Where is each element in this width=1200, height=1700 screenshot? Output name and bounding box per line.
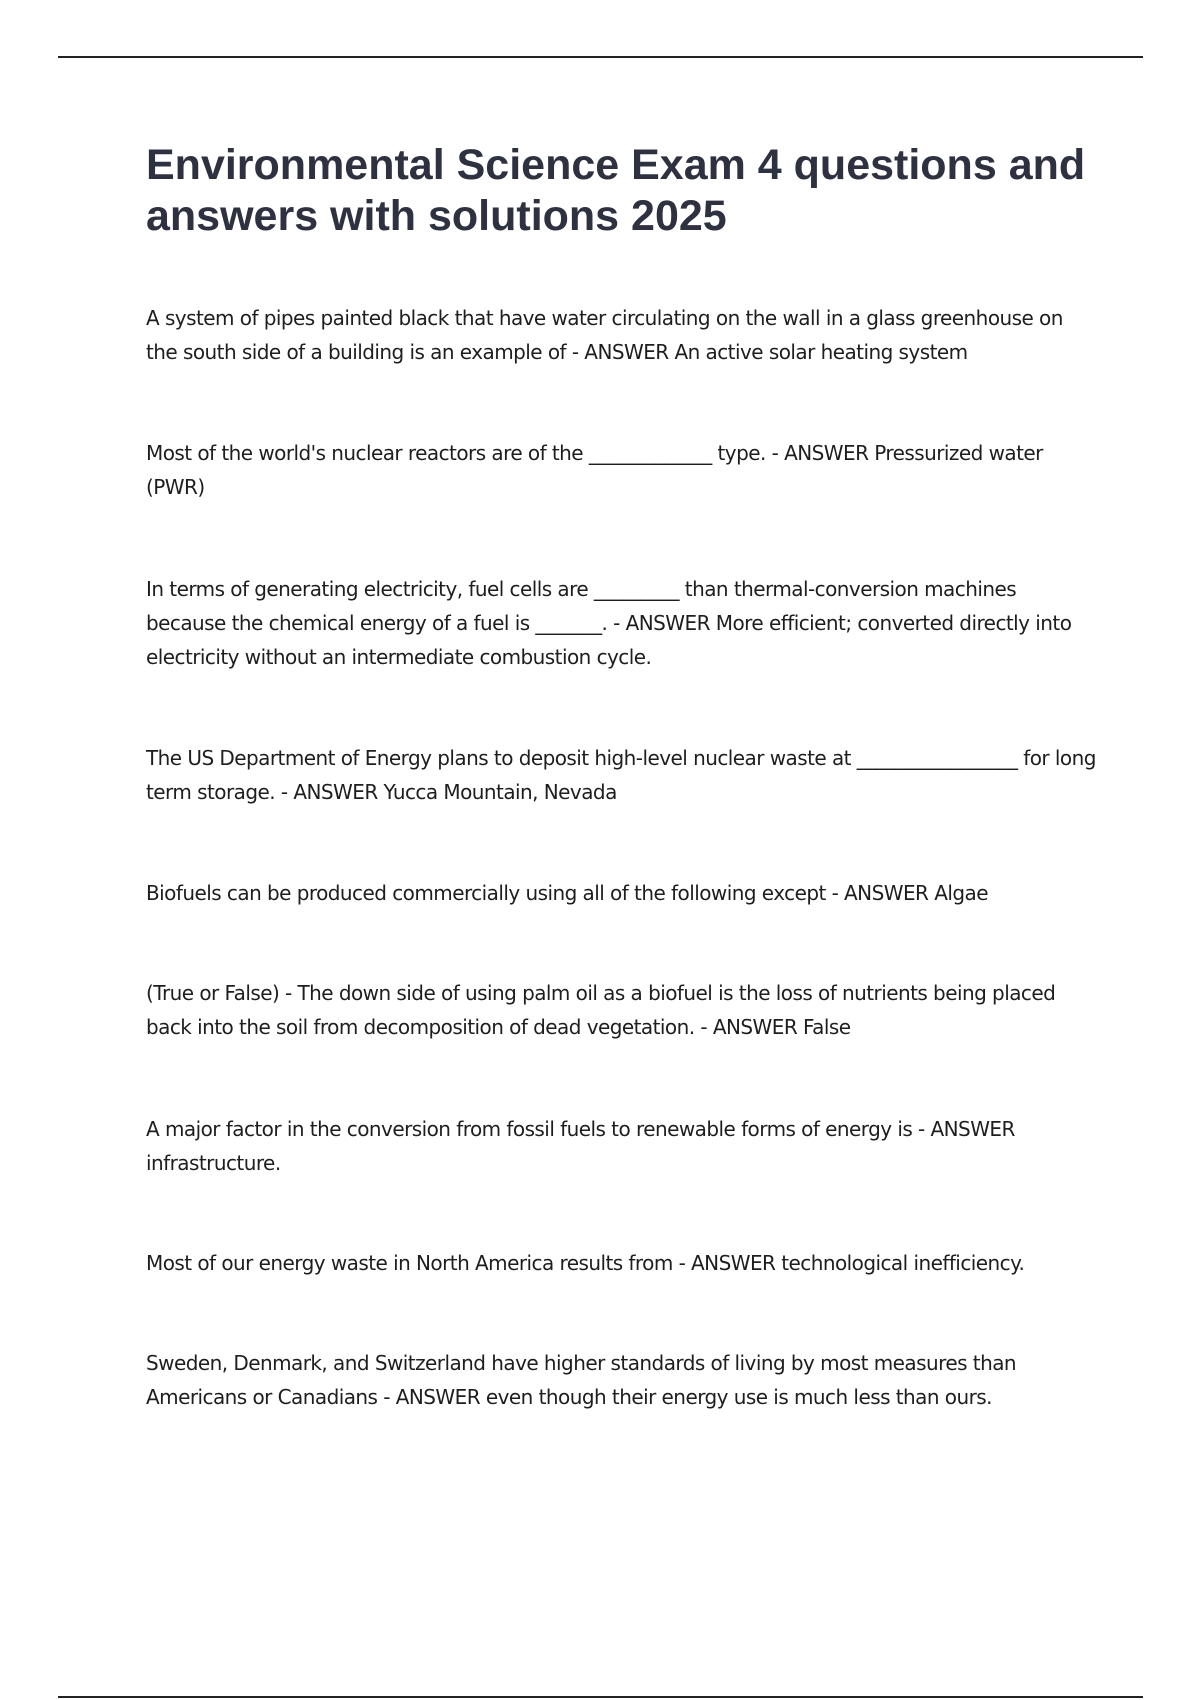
qa-item-7: A major factor in the conversion from fossil fuels to renewable forms of energy is - ANSWER infrastructure. <box>146 1117 1015 1175</box>
qa-item-6: (True or False) - The down side of using palm oil as a biofuel is the loss of nutrients being placed back into the soil from decomposition of dead vegetation. - ANSWER False <box>146 981 1056 1039</box>
bottom-rule <box>58 1696 1143 1698</box>
qa-item-1: A system of pipes painted black that have water circulating on the wall in a glass greenhouse on the south side of a building is an example of - ANSWER An active solar heating system <box>146 306 1063 364</box>
qa-item-8: Most of our energy waste in North America results from - ANSWER technological inefficiency. <box>146 1251 1025 1275</box>
qa-item-5: Biofuels can be produced commercially using all of the following except - ANSWER Algae <box>146 881 988 905</box>
qa-item-2: Most of the world's nuclear reactors are of the _____________ type. - ANSWER Pressurized water (PWR) <box>146 441 1043 499</box>
qa-item-9: Sweden, Denmark, and Switzerland have higher standards of living by most measures than Americans or Canadians - ANSWER even though their energy use is much less than ours. <box>146 1351 1017 1409</box>
qa-item-3: In terms of generating electricity, fuel cells are _________ than thermal-conversion machines because the chemical energy of a fuel is _______. - ANSWER More efficient; converted directly into electricity without an intermediate combustion cycle. <box>146 577 1072 669</box>
qa-item-4: The US Department of Energy plans to deposit high-level nuclear waste at _________________ for long term storage. - ANSWER Yucca Mountain, Nevada <box>146 746 1096 804</box>
top-rule <box>58 56 1143 58</box>
document-title: Environmental Science Exam 4 questions and answers with solutions 2025 <box>146 141 1086 240</box>
